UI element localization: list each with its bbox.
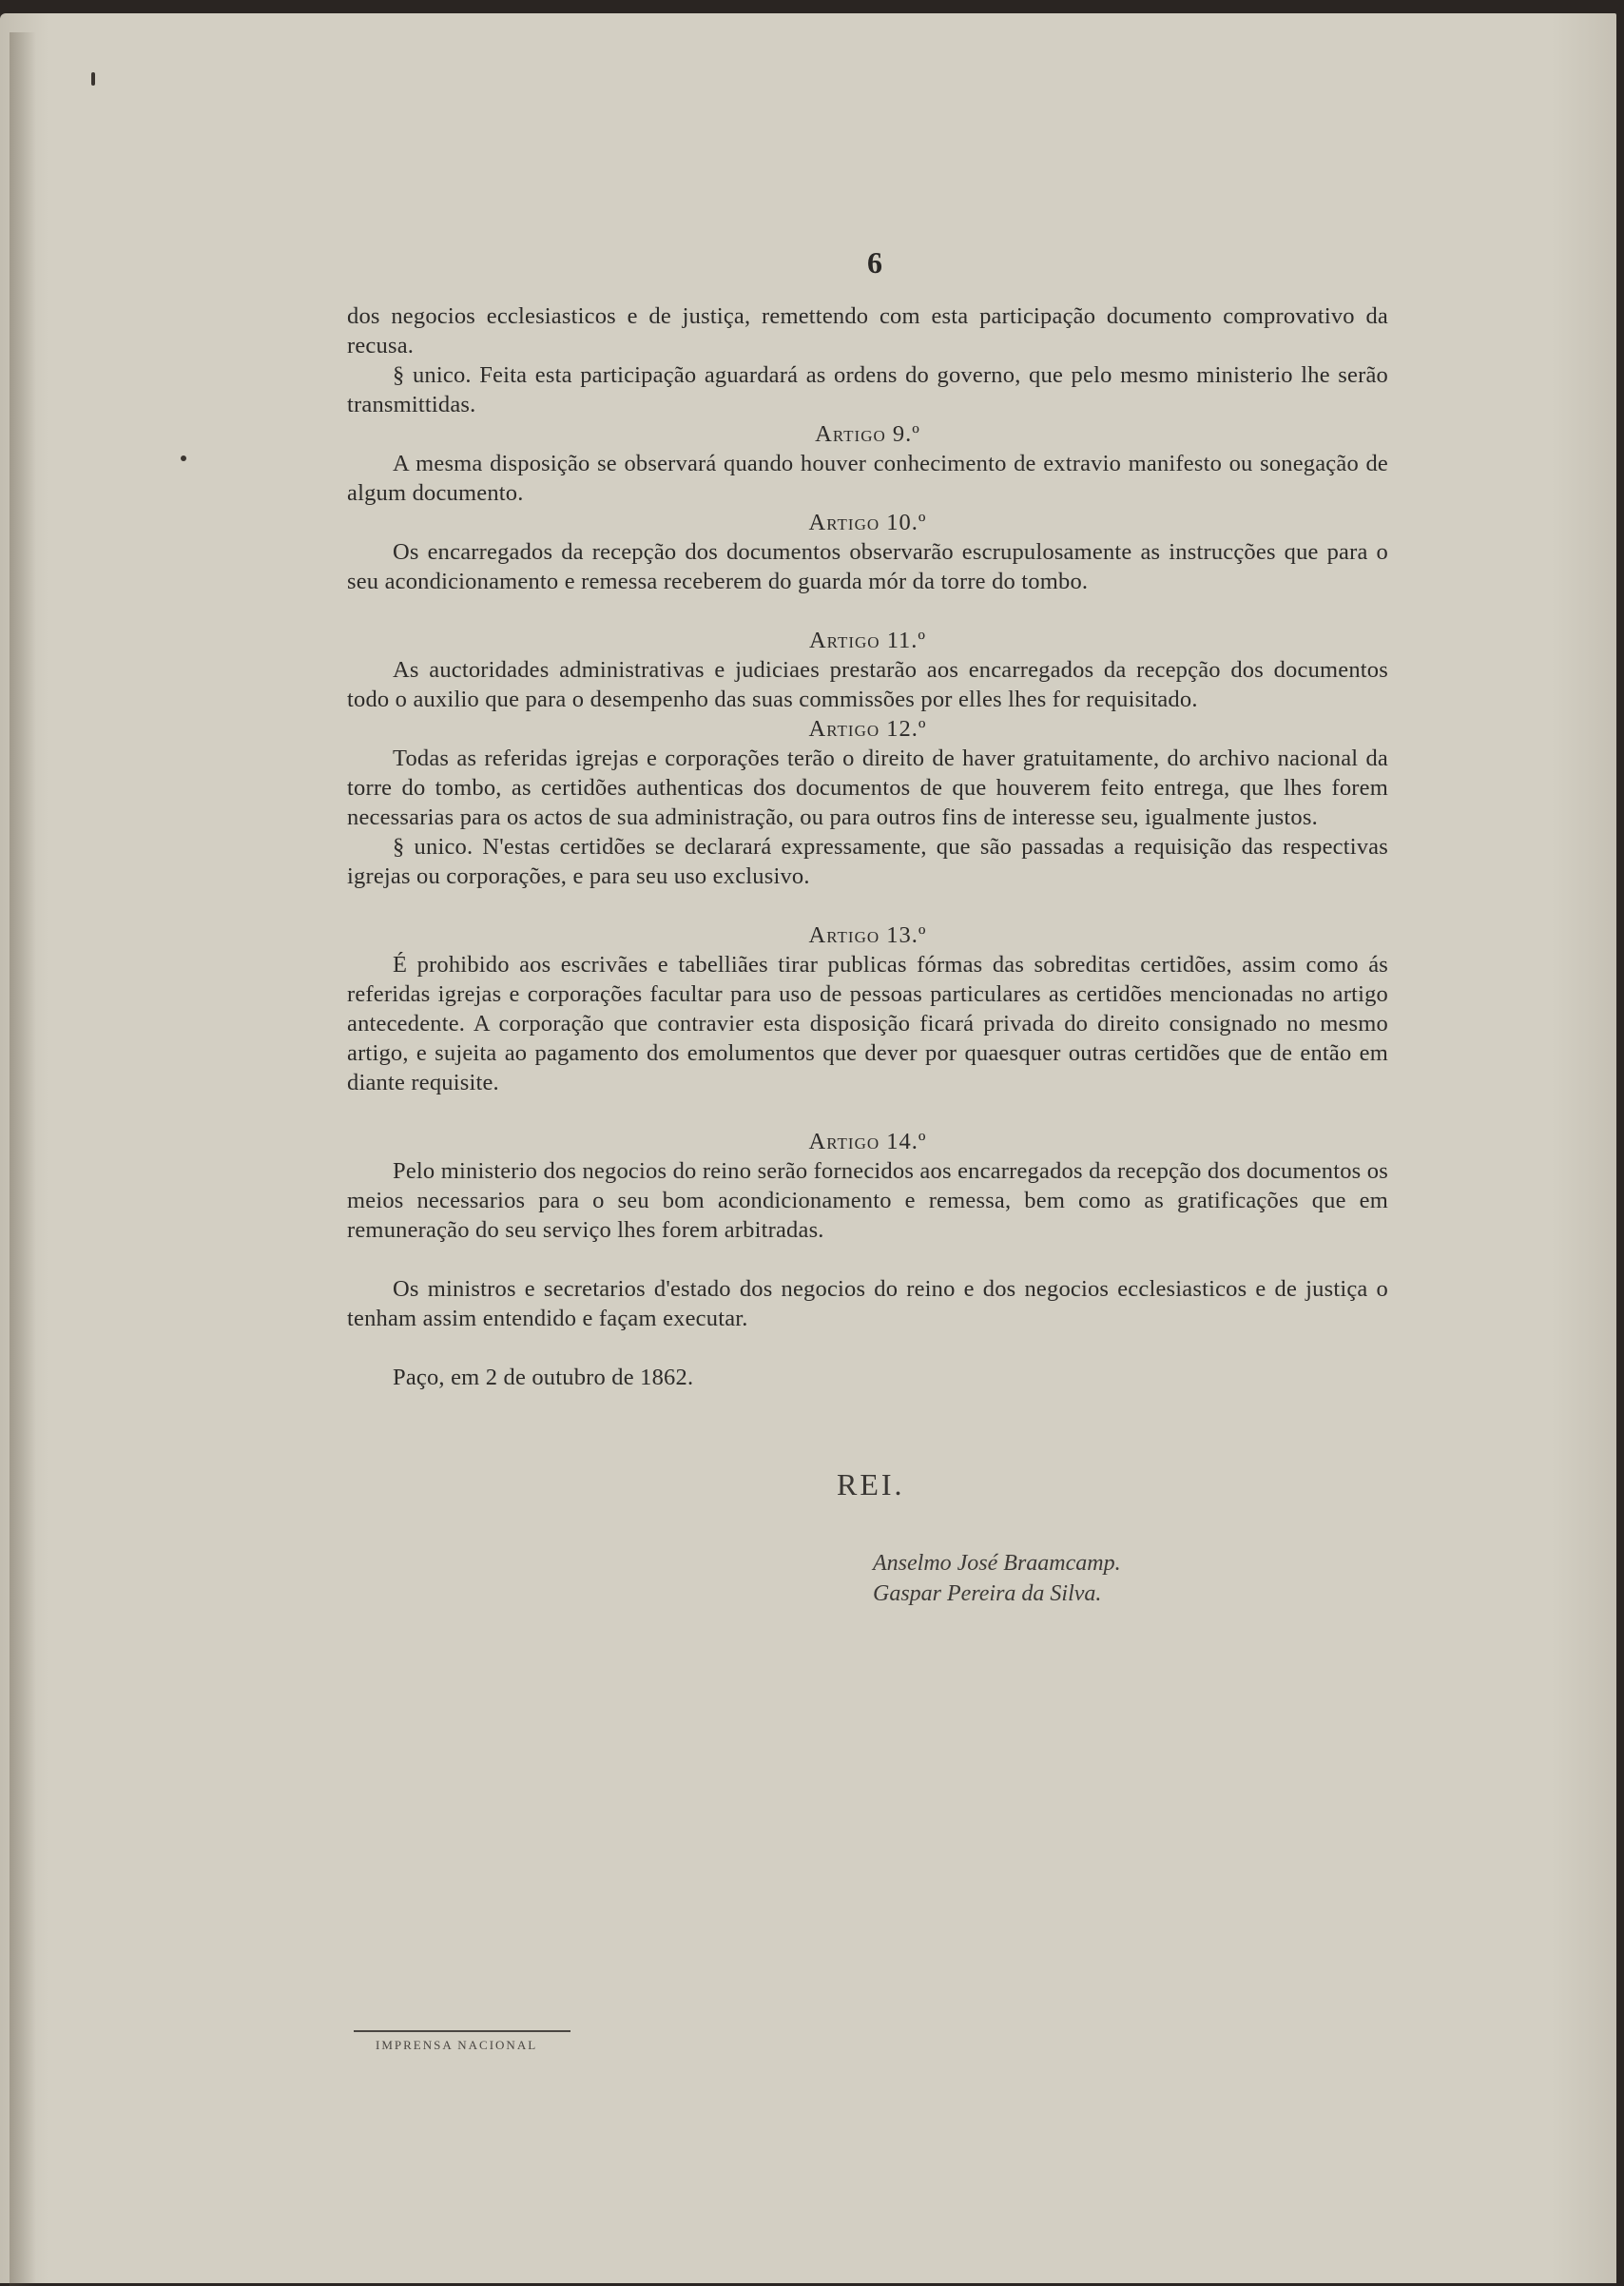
article-10-heading: Artigo 10.º: [808, 510, 927, 535]
spacer: [347, 891, 1388, 920]
article-10-text: Os encarregados da recepção dos documentos observarão escrupulosamente as instrucções que para o seu acondicionamento e remessa receberem do guarda mór da torre do tombo.: [347, 539, 1388, 594]
article-11-text: As auctoridades administrativas e judiciaes prestarão aos encarregados da recepção dos documentos todo o auxilio que para o desempenho das suas commissões por elles lhes for requisitado.: [347, 657, 1388, 712]
king-signature: REI.: [837, 1467, 905, 1501]
paragraph-unico: § unico. Feita esta participação aguardará as ordens do governo, que pelo mesmo ministerio lhe serão transmittidas.: [347, 362, 1388, 417]
spacer: [347, 1097, 1388, 1127]
date-line: Paço, em 2 de outubro de 1862.: [393, 1365, 694, 1390]
spacer: [347, 1333, 1388, 1363]
spacer: [347, 596, 1388, 626]
article-14-heading: Artigo 14.º: [808, 1129, 927, 1154]
page-number: 6: [867, 245, 882, 280]
article-13-text: É prohibido aos escrivães e tabelliães tirar publicas fórmas das sobreditas certidões, assim como ás referidas igrejas e corporações facultar para uso de pessoas particulares as certidões mencionadas no artigo antecedente. A corporação que contravier esta disposição ficará privada do direito consignado no mesmo artigo, e sujeita ao pagamento dos emolumentos que dever por quaesquer outras certidões que de então em diante requisite.: [347, 952, 1388, 1095]
imprint-rule: [354, 2030, 570, 2032]
imprint-label: IMPRENSA NACIONAL: [376, 2038, 538, 2052]
article-12-text: Todas as referidas igrejas e corporações terão o direito de haver gratuitamente, do archivo nacional da torre do tombo, as certidões authenticas dos documentos de que houverem feito entrega, que lhes forem necessarias para os actos de sua administração, ou para outros fins de interesse seu, igualmente justos.: [347, 746, 1388, 830]
signatories: [873, 1548, 1121, 1609]
article-9-heading: Artigo 9.º: [815, 421, 920, 447]
ink-speck: [91, 72, 95, 86]
article-13-heading: Artigo 13.º: [808, 922, 927, 948]
article-14-text: Pelo ministerio dos negocios do reino serão fornecidos aos encarregados da recepção dos documentos os meios necessarios para o seu bom acondicionamento e remessa, bem como as gratificações que em remuneração do seu serviço lhes forem arbitradas.: [347, 1158, 1388, 1243]
page-edge-shadow: [10, 32, 36, 2286]
article-11-heading: Artigo 11.º: [808, 628, 927, 653]
document-body: [347, 242, 1388, 1392]
article-9-text: A mesma disposição se observará quando houver conhecimento de extravio manifesto ou sonegação de algum documento.: [347, 451, 1388, 506]
closing-paragraph: Os ministros e secretarios d'estado dos negocios do reino e dos negocios ecclesiasticos e de justiça o tenham assim entendido e façam executar.: [347, 1276, 1388, 1331]
ink-speck: [181, 455, 186, 461]
article-12-heading: Artigo 12.º: [808, 716, 927, 742]
signatory-1: Anselmo José Braamcamp.: [873, 1551, 1121, 1576]
paragraph-continuation: dos negocios ecclesiasticos e de justiça, remettendo com esta participação documento comprovativo da recusa.: [347, 303, 1388, 358]
article-12-paragraph-unico: § unico. N'estas certidões se declarará expressamente, que são passadas a requisição das respectivas igrejas ou corporações, e para seu uso exclusivo.: [347, 834, 1388, 889]
signatory-2: Gaspar Pereira da Silva.: [873, 1581, 1102, 1606]
spacer: [347, 1245, 1388, 1274]
